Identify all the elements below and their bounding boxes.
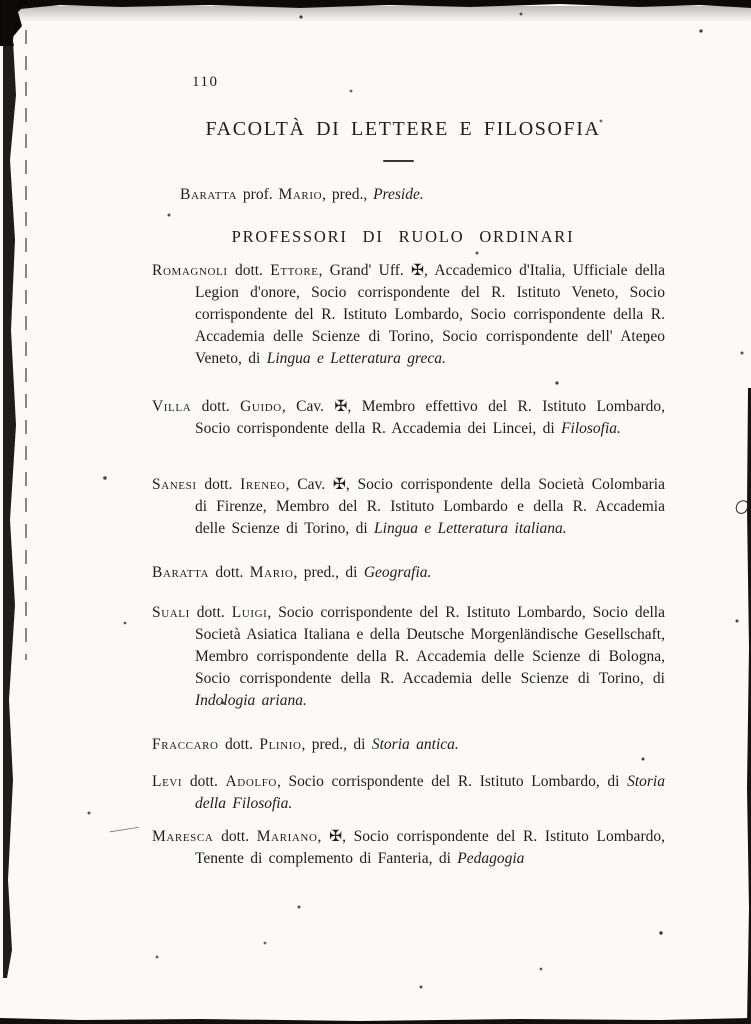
- text-run: , pred., di: [301, 736, 372, 753]
- name-small-caps: Mariano: [256, 828, 318, 845]
- name-small-caps: Guido: [240, 398, 282, 415]
- scan-artifact-squiggle: [110, 827, 141, 839]
- name-small-caps: Baratta: [180, 186, 238, 203]
- subject-italic: Lingua e Letteratura greca.: [266, 350, 446, 367]
- scan-binding-line: [25, 30, 27, 660]
- name-small-caps: Levi: [152, 773, 183, 790]
- name-small-caps: Luigi: [231, 604, 268, 621]
- subject-italic: Filosofia.: [561, 420, 621, 437]
- professor-entry: [152, 602, 665, 712]
- subject-italic: Geografia.: [363, 564, 432, 581]
- faculty-title: FACOLTÀ DI LETTERE E FILOSOFIA: [205, 118, 601, 140]
- name-small-caps: Ettore: [270, 262, 319, 279]
- professor-entry: [152, 734, 665, 756]
- scan-edge-right: [746, 388, 751, 1024]
- text-run: , Cav. ✠, Socio corrispondente della Società Colombaria di Firenze, Membro del R. Istituto Lombardo e della R. Accademia delle Scienze di Torino, di: [195, 476, 665, 537]
- name-small-caps: Ireneo: [240, 476, 286, 493]
- professor-entry: [152, 771, 665, 815]
- text-run: prof.: [237, 186, 279, 203]
- text-run: , ✠, Socio corrispondente del R. Istituto Lombardo, Tenente di complemento di Fanteria, di: [195, 828, 665, 867]
- subject-italic: Pedagogia: [457, 850, 525, 867]
- text-run: , pred., di: [293, 564, 364, 581]
- text-run: dott.: [191, 398, 241, 415]
- text-run: dott.: [182, 773, 226, 790]
- text-run: dott.: [227, 262, 271, 279]
- scan-speckles: [0, 0, 2, 2]
- text-run: dott.: [209, 564, 250, 581]
- page-number: 110: [192, 74, 219, 90]
- name-small-caps: Adolfo: [225, 773, 277, 790]
- name-small-caps: Romagnoli: [152, 262, 228, 279]
- name-small-caps: Maresca: [152, 828, 214, 845]
- professor-list: [152, 0, 665, 1024]
- text-run: , Socio corrispondente del R. Istituto Lombardo, di: [276, 773, 628, 790]
- scan-edge-left: [3, 0, 19, 978]
- professor-entry: [152, 826, 665, 870]
- subject-italic: Lingua e Letteratura italiana.: [374, 520, 567, 537]
- name-small-caps: Villa: [152, 398, 192, 415]
- name-small-caps: Mario: [249, 564, 294, 581]
- text-run: dott.: [189, 604, 232, 621]
- subject-italic: Preside.: [373, 186, 424, 203]
- professor-entry: [152, 474, 665, 540]
- name-small-caps: Mario: [278, 186, 323, 203]
- text-run: , Grand' Uff. ✠, Accademico d'Italia, Ufficiale della Legion d'onore, Socio corrispondente del R. Istituto Veneto, Socio corrispondente del R. Istituto Lombardo, Socio corrispondente della R. Accademia delle Scienze di Torino, Socio corrispondente dell' Ateneo Veneto, di: [195, 262, 665, 367]
- professor-entry: [152, 396, 665, 440]
- professor-entry: [152, 260, 665, 370]
- subject-italic: Storia antica.: [371, 736, 459, 753]
- professor-entry: [152, 562, 665, 584]
- name-small-caps: Fraccaro: [152, 736, 219, 753]
- name-small-caps: Plinio: [259, 736, 302, 753]
- text-run: , Cav. ✠, Membro effettivo del R. Istituto Lombardo, Socio corrispondente della R. Accademia dei Lincei, di: [195, 398, 665, 437]
- name-small-caps: Sanesi: [152, 476, 197, 493]
- name-small-caps: Baratta: [152, 564, 210, 581]
- text-run: dott.: [218, 736, 260, 753]
- text-run: dott.: [213, 828, 257, 845]
- text-run: , pred.,: [322, 186, 374, 203]
- name-small-caps: Suali: [152, 604, 190, 621]
- text-run: dott.: [196, 476, 241, 493]
- subject-italic: Indologia ariana.: [195, 692, 307, 709]
- text-run: , Socio corrispondente del R. Istituto Lombardo, Socio della Società Asiatica Italiana e della Deutsche Morgenländische Gesellschaft, Membro corrispondente della R. Accademia delle Scienze di Bologna, Socio corrispondente della R. Accademia delle Scienze di Torino, di: [195, 604, 665, 687]
- subject-italic: Storia della Filosofia.: [195, 773, 665, 812]
- section-heading: PROFESSORI DI RUOLO ORDINARI: [231, 227, 575, 246]
